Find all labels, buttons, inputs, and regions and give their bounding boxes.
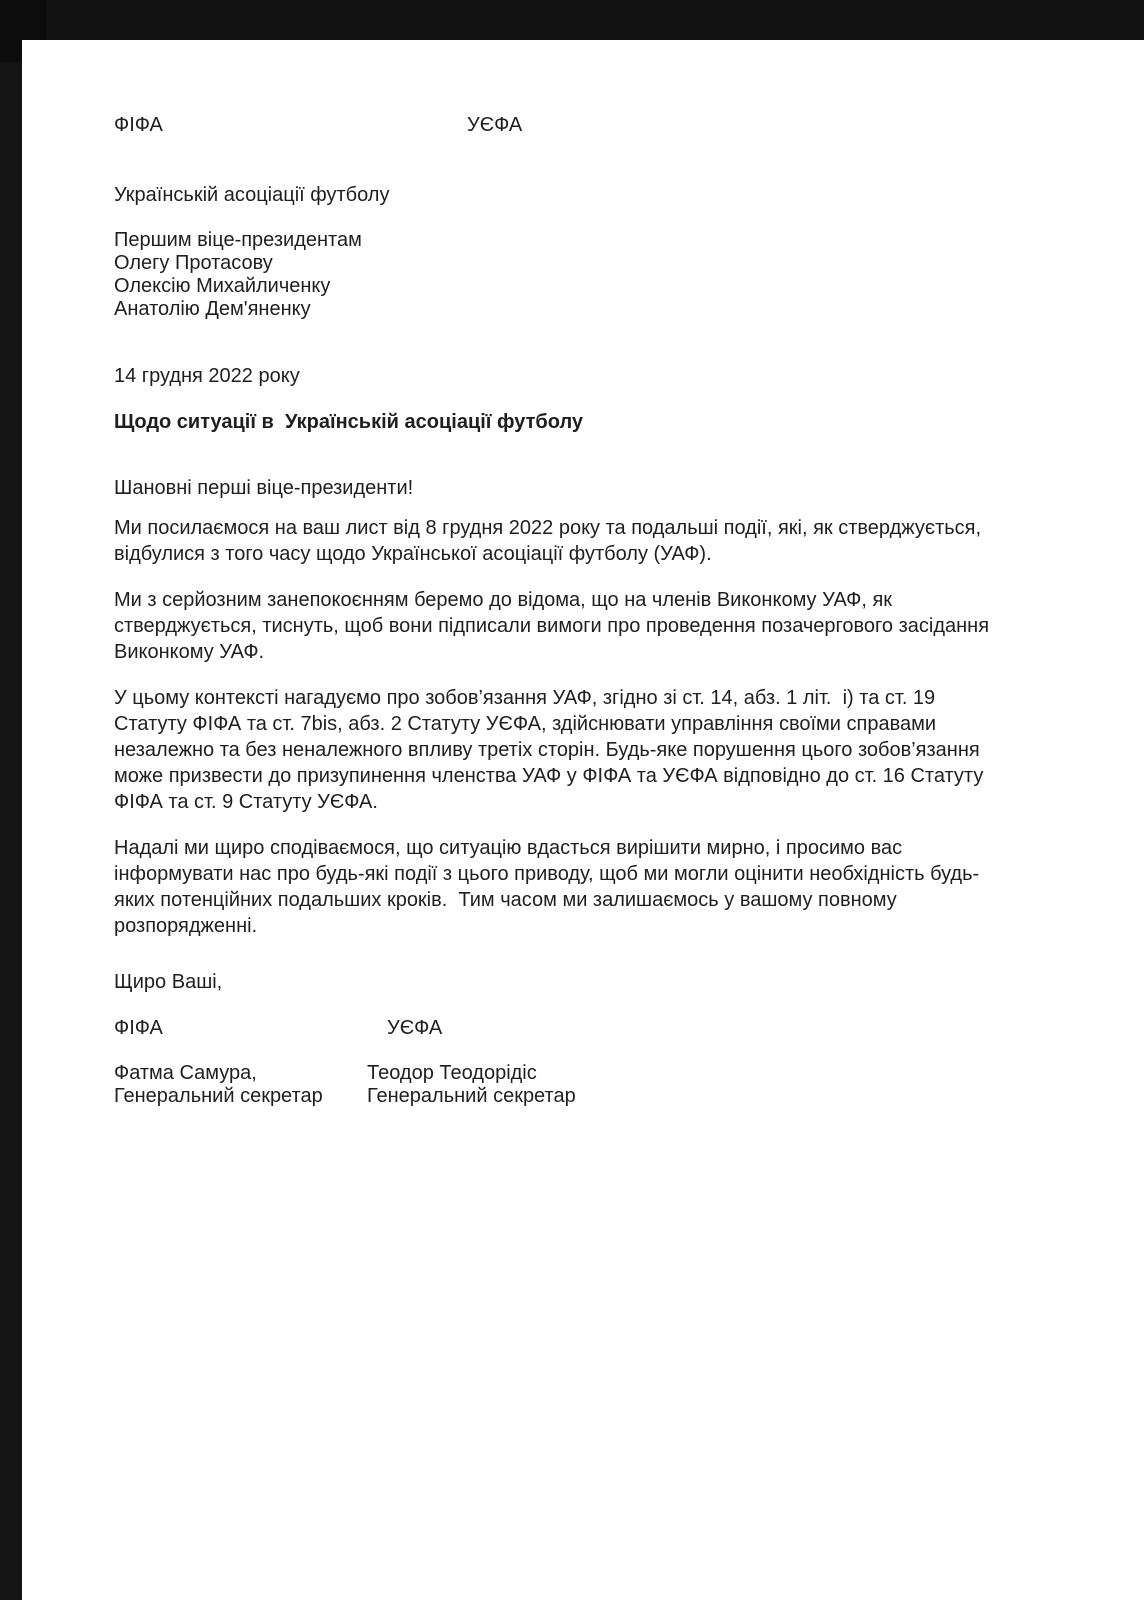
photo-dark-edge-top <box>0 0 1144 40</box>
closing-line: Щиро Ваші, <box>114 971 223 993</box>
addressee-name: Анатолію Дем'яненку <box>114 298 311 320</box>
signature-title-fifa: Генеральний секретар <box>114 1085 323 1107</box>
signature-org-uefa: УЄФА <box>387 1017 443 1039</box>
addressee-name: Олексію Михайличенку <box>114 275 331 297</box>
letterhead-org-uefa: УЄФА <box>467 114 523 136</box>
body-paragraph-4: Надалі ми щиро сподіваємося, що ситуацію вдасться вирішити мирно, і просимо вас інформувати нас про будь-які події з цього приводу, щоб ми могли оцінити необхідність будь-яких потенційних подальших кроків. Тим часом ми залишаємось у вашому повному розпорядженні. <box>114 837 980 937</box>
letterhead <box>114 112 1026 138</box>
salutation: Шановні перші віце-президенти! <box>114 477 414 499</box>
signature-org-row <box>114 1015 1026 1041</box>
recipient-organization: Українській асоціації футболу <box>114 184 390 206</box>
letter-date: 14 грудня 2022 року <box>114 365 300 387</box>
letterhead-org-fifa: ФІФА <box>114 114 163 136</box>
signature-name-fifa: Фатма Самура, <box>114 1062 257 1084</box>
photo-dark-edge-left <box>0 0 22 1600</box>
signature-name-row <box>114 1062 1026 1085</box>
body-paragraph-3: У цьому контексті нагадуємо про зобов’язання УАФ, згідно зі ст. 14, абз. 1 літ. і) та ст. 19 Статуту ФІФА та ст. 7bis, абз. 2 Статуту УЄФА, здійснювати управління своїми справами незалежно та без неналежного впливу третіх сторін. Будь-яке порушення цього зобов’язання може призвести до призупинення членства УАФ у ФІФА та УЄФА відповідно до ст. 16 Статуту ФІФА та ст. 9 Статуту УЄФА. <box>114 687 989 813</box>
signature-title-uefa: Генеральний секретар <box>367 1085 576 1107</box>
body-paragraph-1: Ми посилаємося на ваш лист від 8 грудня 2022 року та подальші події, які, як стверджується, відбулися з того часу щодо Української асоціації футболу (УАФ). <box>114 517 987 565</box>
letter-page <box>22 40 1144 1600</box>
addressee-name: Олегу Протасову <box>114 252 273 274</box>
signature-name-uefa: Теодор Теодорідіс <box>367 1062 537 1084</box>
addressee-title: Першим віце-президентам <box>114 229 362 251</box>
subject-line: Щодо ситуації в Українській асоціації футболу <box>114 411 584 433</box>
addressee-block <box>114 229 1026 321</box>
body-paragraph-2: Ми з серйозним занепокоєнням беремо до відома, що на членів Виконкому УАФ, як стверджується, тиснуть, щоб вони підписали вимоги про проведення позачергового засідання Виконкому УАФ. <box>114 589 995 663</box>
signature-org-fifa: ФІФА <box>114 1017 163 1039</box>
signature-title-row <box>114 1085 1026 1108</box>
